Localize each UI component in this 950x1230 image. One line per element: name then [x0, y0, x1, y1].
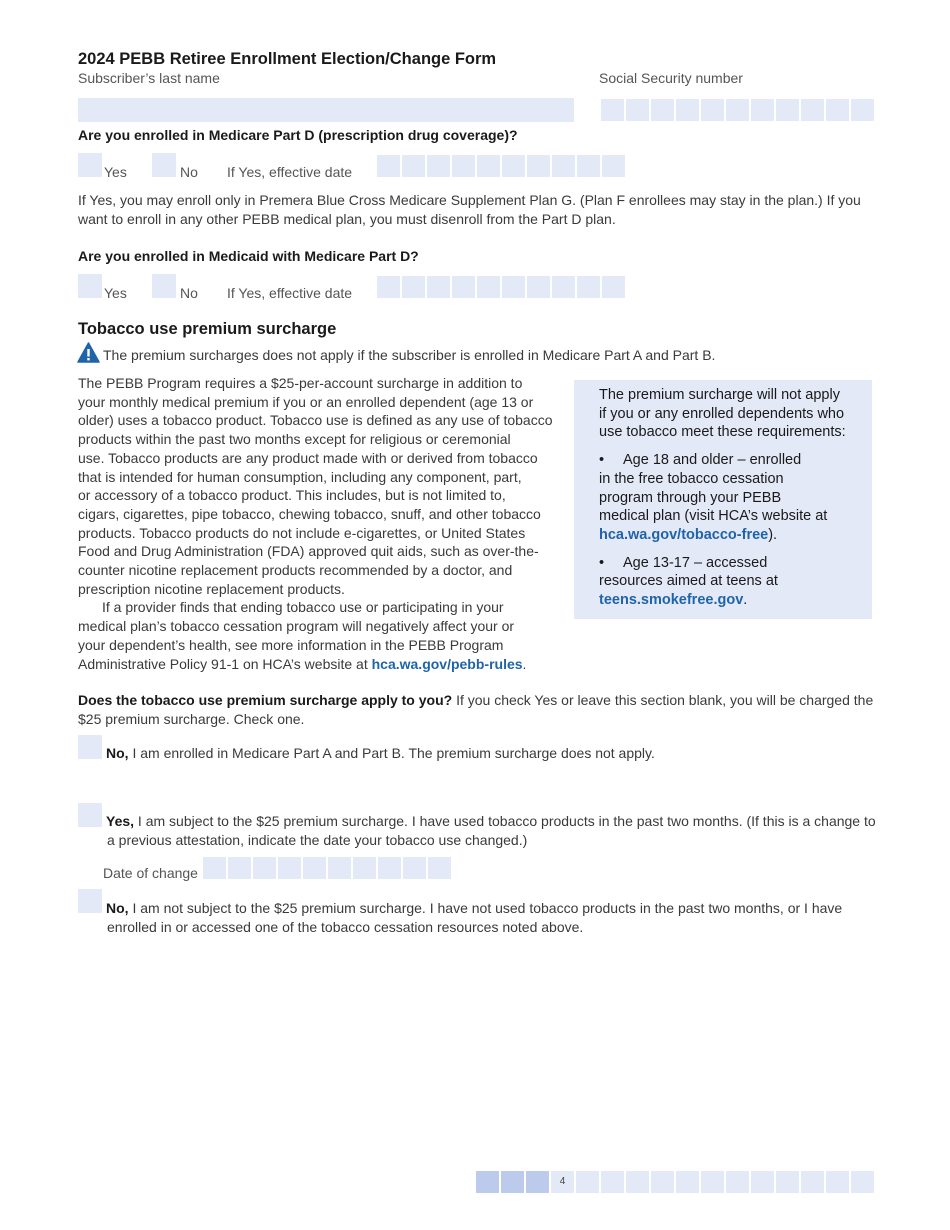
opt2-line2: a previous attestation, indicate the date your tobacco use changed.) [107, 831, 528, 848]
medicaid-no-checkbox[interactable] [152, 274, 176, 298]
policy-period: . [522, 655, 527, 672]
page-number: 4 [551, 1171, 574, 1193]
date-of-change-field[interactable] [203, 857, 451, 879]
b1-line: program through your PEBB [599, 489, 782, 506]
date-of-change-label: Date of change [103, 865, 198, 881]
b1-line: medical plan (visit HCA’s website at [599, 508, 828, 525]
bullet-symbol: • [599, 554, 605, 571]
para-line: cigars, cigarettes, pipe tobacco, chewing tobacco, snuff, and other tobacco [78, 505, 541, 522]
medicaid-no-label: No [180, 285, 198, 301]
medicaid-yes-label: Yes [104, 285, 127, 301]
option-not-subject-checkbox[interactable] [78, 889, 102, 913]
para-line: products within the past two months except for religious or ceremonial [78, 431, 511, 448]
opt2-bold: Yes, [106, 813, 135, 829]
b2-tail: . [743, 592, 748, 609]
para-line: older) uses a tobacco product. Tobacco use is defined as any use of tobacco [78, 412, 553, 429]
para-line: counter nicotine replacement products recommended by a doctor, and [78, 562, 513, 579]
last-name-field[interactable] [78, 98, 574, 122]
medicaid-question: Are you enrolled in Medicaid with Medicare Part D? [78, 248, 419, 264]
surcharge-question [78, 691, 878, 728]
option-medicare-ab-checkbox[interactable] [78, 735, 102, 759]
medicaid-yes-checkbox[interactable] [78, 274, 102, 298]
para-line: or accessory of a tobacco product. This includes, but is not limited to, [78, 487, 506, 504]
opt3-text: I am not subject to the $25 premium surcharge. I have not used tobacco products in the past two months, or I have [128, 900, 843, 916]
opt1-bold: No, [106, 745, 129, 761]
option-not-subject-label [106, 899, 876, 936]
tobacco-heading: Tobacco use premium surcharge [78, 320, 337, 338]
last-name-label: Subscriber’s last name [78, 70, 220, 86]
part-d-note-line2: want to enroll in any other PEBB medical plan, you must disenroll from the Part D plan. [78, 211, 616, 227]
tobacco-free-link[interactable]: hca.wa.gov/tobacco-free [599, 526, 769, 543]
b2-line: resources aimed at teens at [599, 573, 778, 590]
b2-line: Age 13-17 – accessed [623, 554, 768, 571]
opt1-text: I am enrolled in Medicare Part A and Part B. The premium surcharge does not apply. [128, 745, 655, 761]
part-d-yes-checkbox[interactable] [78, 153, 102, 177]
para-line: The PEBB Program requires a $25-per-account surcharge in addition to [78, 375, 523, 391]
option-medicare-ab-label [106, 744, 655, 763]
policy-line [78, 655, 563, 674]
surcharge-question-line2: $25 premium surcharge. Check one. [78, 710, 305, 727]
surcharge-question-rest: If you check Yes or leave this section blank, you will be charged the [452, 692, 874, 708]
opt3-bold: No, [106, 900, 129, 916]
para-line: your dependent’s health, see more information in the PEBB Program [78, 636, 504, 653]
warning-icon [77, 342, 100, 363]
part-d-no-checkbox[interactable] [152, 153, 176, 177]
part-d-date-field[interactable] [377, 155, 625, 177]
option-subject-checkbox[interactable] [78, 803, 102, 827]
warning-text: The premium surcharges does not apply if the subscriber is enrolled in Medicare Part A and Part B. [103, 347, 716, 363]
para-line: use. Tobacco products are any product made with or derived from tobacco [78, 449, 538, 466]
bullet-symbol: • [599, 452, 605, 469]
para-line: If a provider finds that ending tobacco use or participating in your [102, 599, 504, 616]
part-d-yes-label: Yes [104, 164, 127, 180]
medicaid-date-label: If Yes, effective date [227, 285, 353, 301]
b1-line: in the free tobacco cessation [599, 470, 784, 487]
para-line: medical plan’s tobacco cessation program will negatively affect your or [78, 618, 515, 635]
opt2-text: I am subject to the $25 premium surcharge. I have used tobacco products in the past two months. (If this is a change to [134, 813, 876, 829]
b1-line: Age 18 and older – enrolled [623, 452, 802, 469]
ssn-label: Social Security number [599, 70, 743, 86]
pebb-rules-link[interactable]: hca.wa.gov/pebb-rules [371, 655, 523, 672]
part-d-date-label: If Yes, effective date [227, 164, 353, 180]
smokefree-link[interactable]: teens.smokefree.gov [599, 592, 744, 609]
option-subject-label [106, 812, 876, 849]
b1-tail: ). [768, 526, 778, 543]
para-line: prescription nicotine replacement products. [78, 580, 345, 597]
box-intro-line: use tobacco meet these requirements: [599, 424, 846, 441]
policy-line-text: Administrative Policy 91-1 on HCA’s website at [78, 655, 368, 672]
box-bullet-adult [599, 451, 850, 545]
tobacco-paragraph [78, 374, 563, 673]
surcharge-question-bold: Does the tobacco use premium surcharge apply to you? [78, 692, 453, 708]
box-bullet-teen [599, 554, 850, 610]
part-d-question: Are you enrolled in Medicare Part D (prescription drug coverage)? [78, 127, 518, 143]
para-line: that is intended for human consumption, including any component, part, [78, 468, 522, 485]
box-intro-line: if you or any enrolled dependents who [599, 405, 845, 422]
ssn-field[interactable] [601, 99, 874, 121]
form-title: 2024 PEBB Retiree Enrollment Election/Change Form [78, 50, 497, 68]
box-intro-line: The premium surcharge will not apply [599, 387, 840, 403]
para-line: products. Tobacco products do not include e-cigarettes, or United States [78, 524, 526, 541]
part-d-note-line1: If Yes, you may enroll only in Premera Blue Cross Medicare Supplement Plan G. (Plan F enrollees may stay in the plan.) If you [78, 192, 861, 208]
part-d-no-label: No [180, 164, 198, 180]
exemption-info-box [574, 380, 872, 619]
para-line: Food and Drug Administration (FDA) approved quit aids, such as over-the- [78, 543, 539, 560]
medicaid-date-field[interactable] [377, 276, 625, 298]
para-line: your monthly medical premium if you or an enrolled dependent (age 13 or [78, 393, 534, 410]
page-indicator [476, 1171, 874, 1193]
opt3-line2: enrolled in or accessed one of the tobacco cessation resources noted above. [107, 918, 584, 935]
